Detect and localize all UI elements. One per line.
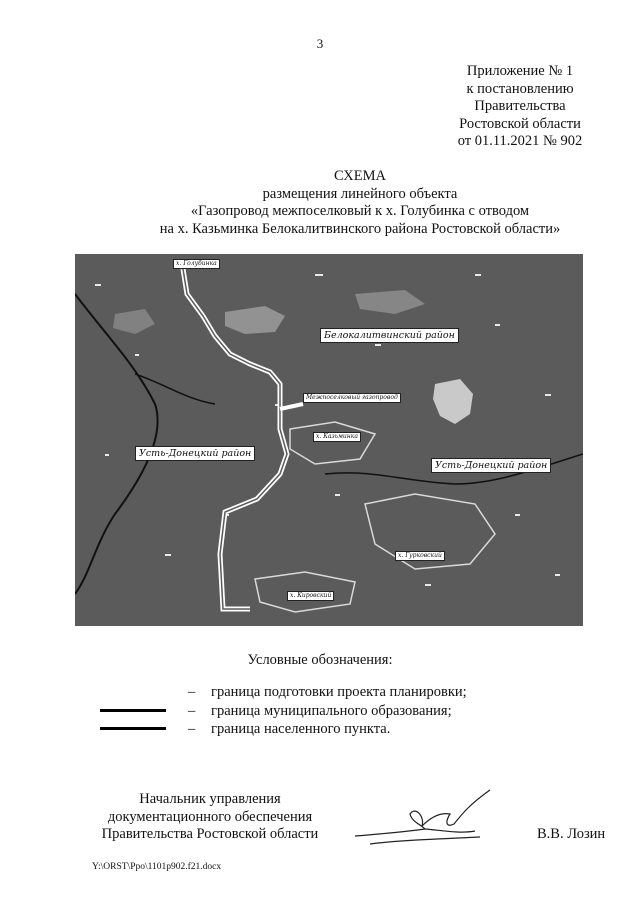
signer-line: Правительства Ростовской области [101,826,319,842]
file-path: Y:\ORST\Ppo\1101p902.f21.docx [92,862,222,872]
signer-position [90,791,330,844]
appendix-line: Приложение № 1 [466,63,574,79]
page-number: 3 [316,36,324,51]
title-line: «Газопровод межпоселковый к х. Голубинка с отводом [190,203,530,219]
title-line: на х. Казьминка Белокалитвинского района Ростовской области» [159,220,561,237]
appendix-line: к постановлению [466,80,574,97]
legend-text: граница подготовки проекта планировки; [211,684,467,700]
terrain-patches [113,290,473,424]
legend-line-municipal [100,709,166,712]
map-label-belokalitvinsky: Белокалитвинский район [320,328,459,343]
legend-line-settlement [100,727,166,730]
river-line [75,294,158,594]
appendix-block [440,63,600,151]
legend-dash: – [188,684,196,700]
legend-text: граница муниципального образования; [211,703,452,719]
map-label-golubinka: х. Голубинка [173,259,220,269]
legend-dash: – [188,703,196,719]
map-label-gurkovsky: х. Гурковский [395,551,445,561]
title-heading: СХЕМА [334,168,386,184]
map-label-ust-donetsky-left: Усть-Донецкий район [135,446,255,461]
signer-line: документационного обеспечения [107,808,313,825]
appendix-line: Правительства [474,98,566,114]
map-label-kirovsky: х. Кировский [287,591,334,601]
signer-name: В.В. Лозин [537,826,606,842]
title-line: размещения линейного объекта [262,185,458,202]
signer-line: Начальник управления [139,791,281,807]
appendix-line: Ростовской области [459,115,581,132]
scheme-map [75,254,583,626]
map-label-ust-donetsky-right: Усть-Донецкий район [431,458,551,473]
map-label-gas-pipeline: Межпоселковый газопровод [303,393,401,403]
legend-text: граница населенного пункта. [211,721,391,737]
legend-dash: – [188,721,196,737]
legend-title: Условные обозначения: [247,652,393,668]
appendix-line: от 01.11.2021 № 902 [457,133,583,149]
document-title [60,168,640,238]
settlement-boundary-kazminka [290,422,375,464]
handwritten-signature [350,784,510,854]
map-label-kazminka: х. Казьминка [313,432,361,442]
